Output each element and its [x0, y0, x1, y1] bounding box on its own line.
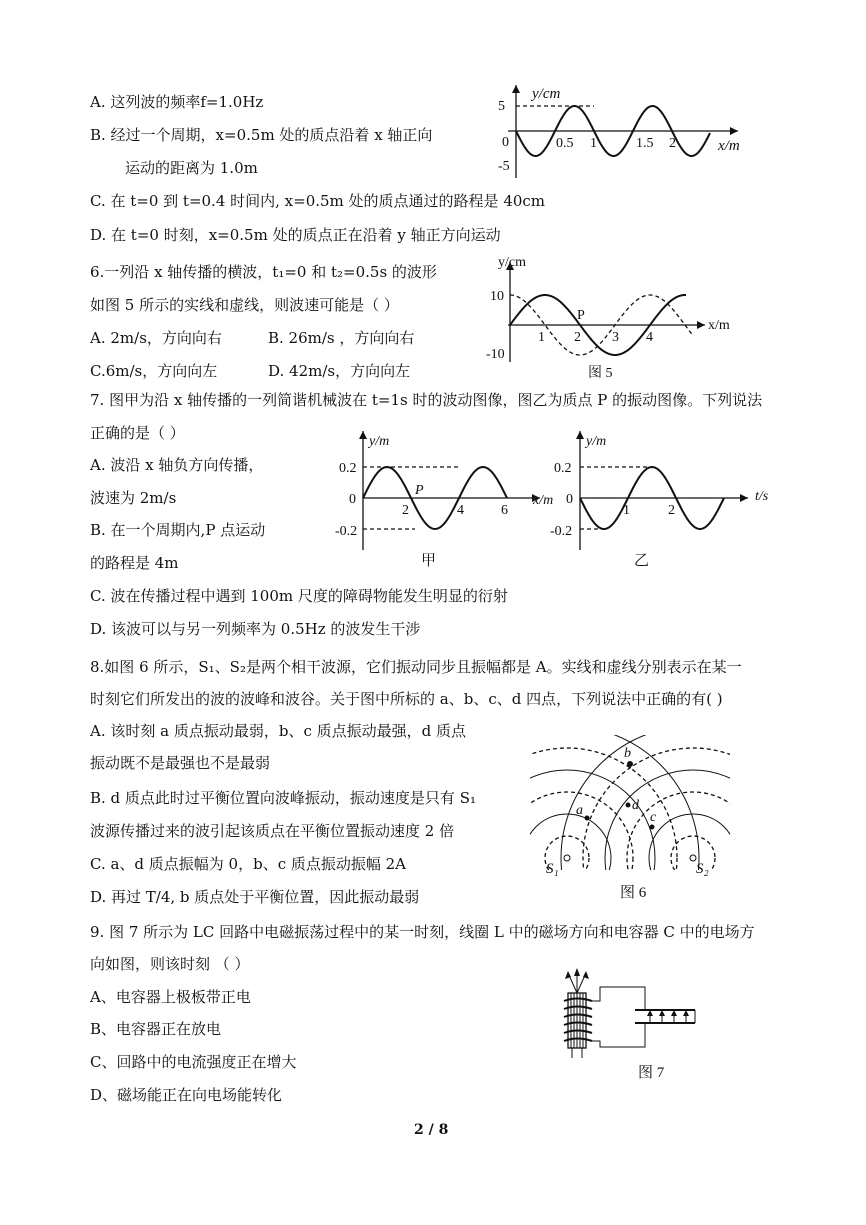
q7-stem-line1: 7. 图甲为沿 x 轴传播的一列简谐机械波在 t=1s 时的波动图像，图乙为质点 P 的振动图像。下列说法 [90, 391, 763, 409]
q7-option-d: D. 该波可以与另一列频率为 0.5Hz 的波发生干涉 [90, 620, 421, 638]
q8-caption: 图 6 [620, 885, 647, 901]
q5-wave-graph [490, 80, 760, 180]
q7-option-a-line2: 波速为 2m/s [90, 489, 177, 507]
label-a: a [576, 803, 583, 818]
q9-stem-line2: 向如图，则该时刻 （ ） [90, 955, 250, 973]
q8-option-b-line1: B. d 质点此时过平衡位置向波峰振动，振动速度是只有 S₁ [90, 789, 476, 807]
q6-ylabel: y/cm [498, 255, 526, 270]
q7a-caption: 甲 [421, 553, 437, 569]
label-s1: S₁ [546, 861, 559, 877]
q7b-tick-2: 2 [668, 503, 675, 518]
q7b-tick-1: 1 [623, 503, 630, 518]
q7a-origin: 0 [349, 492, 356, 507]
q6-caption: 图 5 [588, 366, 613, 381]
point-b [627, 761, 633, 767]
label-b: b [624, 746, 631, 761]
q5-origin: 0 [502, 135, 509, 150]
q9-option-b: B、电容器正在放电 [90, 1020, 222, 1038]
q5-tick-1: 1 [590, 136, 597, 151]
q5-option-b-line1: B. 经过一个周期，x=0.5m 处的质点沿着 x 轴正向 [90, 126, 433, 144]
q6-tick-1: 1 [538, 330, 545, 345]
q7a-y-top: 0.2 [339, 461, 357, 476]
q9-option-a: A、电容器上极板带正电 [90, 988, 251, 1006]
label-d: d [632, 798, 639, 813]
q6-option-d: D. 42m/s，方向向左 [268, 362, 411, 380]
q7a-ylabel: y/m [369, 434, 390, 449]
q7-option-c: C. 波在传播过程中遇到 100m 尺度的障碍物能发生明显的衍射 [90, 587, 508, 605]
q6-wave-graph [480, 252, 760, 382]
q9-caption: 图 7 [638, 1065, 665, 1081]
q8-option-b-line2: 波源传播过来的波引起该质点在平衡位置振动速度 2 倍 [90, 822, 455, 840]
q9-option-d: D、磁场能正在向电场能转化 [90, 1086, 283, 1104]
q7b-caption: 乙 [634, 553, 650, 569]
q6-point-p: P [577, 308, 585, 323]
q5-tick-1.5: 1.5 [636, 136, 654, 151]
q5-y-top: 5 [498, 99, 505, 114]
label-c: c [650, 810, 657, 825]
q7a-xlabel: x/m [533, 493, 554, 508]
q6-y-top: 10 [490, 289, 504, 304]
q5-y-bottom: -5 [498, 159, 510, 174]
q7-stem-line2: 正确的是（ ） [90, 424, 185, 442]
q7a-point-p: P [415, 483, 424, 498]
q7a-y-bottom: -0.2 [335, 524, 358, 539]
q6-stem-line1: 6.一列沿 x 轴传播的横波，t₁=0 和 t₂=0.5s 的波形 [90, 263, 437, 281]
q8-option-a-line1: A. 该时刻 a 质点振动最弱，b、c 质点振动最强，d 质点 [90, 722, 466, 740]
q7b-origin: 0 [566, 492, 573, 507]
q8-stem-line1: 8.如图 6 所示，S₁、S₂是两个相干波源，它们振动同步且振幅都是 A。实线和虚线分别表示在某一 [90, 658, 742, 676]
label-s2: S₂ [696, 861, 709, 877]
q7-option-a-line1: A. 波沿 x 轴负方向传播， [90, 456, 264, 474]
q8-option-a-line2: 振动既不是最强也不是最弱 [90, 754, 271, 772]
q6-xlabel: x/m [708, 318, 730, 333]
q9-stem-line1: 9. 图 7 所示为 LC 回路中电磁振荡过程中的某一时刻，线圈 L 中的磁场方向和电容器 C 中的电场方 [90, 923, 755, 941]
q7-graph-yi [550, 425, 780, 575]
q6-option-b: B. 26m/s ，方向向右 [268, 329, 415, 347]
q6-option-a: A. 2m/s，方向向右 [90, 329, 222, 347]
q9-lc-circuit [550, 965, 710, 1085]
q6-tick-4: 4 [646, 330, 653, 345]
q5-ylabel: y/cm [532, 86, 561, 102]
q6-tick-3: 3 [612, 330, 619, 345]
q7-option-b-line2: 的路程是 4m [90, 554, 179, 572]
q7b-y-top: 0.2 [554, 461, 572, 476]
q7-option-b-line1: B. 在一个周期内,P 点运动 [90, 521, 266, 539]
page-number: 2 / 8 [414, 1122, 449, 1138]
q6-tick-2: 2 [574, 330, 581, 345]
q6-stem-line2: 如图 5 所示的实线和虚线，则波速可能是（ ） [90, 296, 399, 314]
q5-option-a: A. 这列波的频率f=1.0Hz [90, 93, 264, 111]
q5-option-c: C. 在 t=0 到 t=0.4 时间内, x=0.5m 处的质点通过的路程是 40cm [90, 192, 546, 210]
q5-xlabel: x/m [718, 138, 740, 154]
point-d [626, 803, 631, 808]
q5-option-d: D. 在 t=0 时刻，x=0.5m 处的质点正在沿着 y 轴正方向运动 [90, 226, 501, 244]
q7b-xlabel: t/s [755, 489, 769, 504]
q8-interference-figure [530, 735, 730, 905]
point-a [585, 816, 590, 821]
q5-tick-0.5: 0.5 [556, 136, 574, 151]
q8-option-d: D. 再过 T/4, b 质点处于平衡位置，因此振动最弱 [90, 888, 420, 906]
q5-option-b-line2: 运动的距离为 1.0m [125, 159, 258, 177]
source-s1 [564, 855, 570, 861]
q9-option-c: C、回路中的电流强度正在增大 [90, 1053, 297, 1071]
q8-stem-line2: 时刻它们所发出的波的波峰和波谷。关于图中所标的 a、b、c、d 四点，下列说法中正确的有( ) [90, 690, 723, 708]
q5-tick-2: 2 [669, 136, 676, 151]
q6-y-bottom: -10 [486, 347, 505, 362]
q7a-tick-6: 6 [501, 503, 508, 518]
q7-graph-jia [335, 425, 565, 575]
q7a-tick-4: 4 [457, 503, 464, 518]
q7a-tick-2: 2 [402, 503, 409, 518]
point-c [650, 825, 655, 830]
q8-option-c: C. a、d 质点振幅为 0，b、c 质点振动振幅 2A [90, 855, 407, 873]
q6-option-c: C.6m/s，方向向左 [90, 362, 218, 380]
q7b-ylabel: y/m [586, 434, 607, 449]
q7b-y-bottom: -0.2 [550, 524, 573, 539]
